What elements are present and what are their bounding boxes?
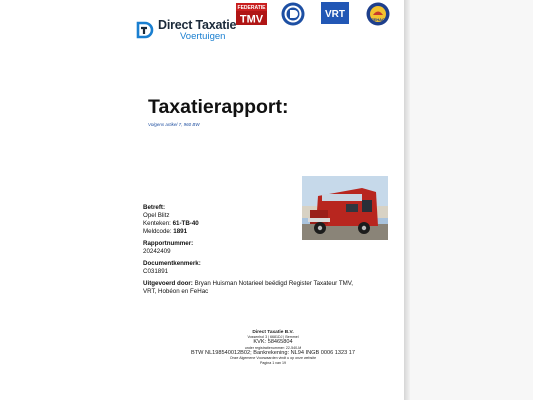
footer-page-number: Pagina 1 van 19 <box>260 361 286 366</box>
brand-name: Direct Taxatie <box>158 17 237 32</box>
document-title: Taxatierapport: <box>148 96 289 118</box>
report-details <box>143 204 363 300</box>
footer-address: Vossenhol 3 | 6681DJ | Bemmel <box>247 335 299 340</box>
kvk-value: 58465804 <box>267 339 293 346</box>
vrt-logo <box>321 2 349 24</box>
documentkenmerk-value: C031891 <box>143 268 169 275</box>
kenteken-value: 61-TB-40 <box>172 220 199 227</box>
footer-company: Direct Taxatie B.V. <box>252 330 294 335</box>
kenteken-row <box>143 220 363 228</box>
footer-terms: Onze Algemene Voorwaarden vindt u op onze website <box>229 356 317 361</box>
federatie-seal-logo <box>281 2 305 26</box>
meldcode-value: 1891 <box>173 228 188 235</box>
footer-registration: under registratienummer: 22-540-M <box>244 345 302 350</box>
rapportnummer-label: Rapportnummer: <box>143 240 194 247</box>
meldcode-row <box>143 228 363 236</box>
documentkenmerk-label: Documentkenmerk: <box>143 260 201 267</box>
fehac-logo <box>366 2 390 26</box>
document-footer <box>178 330 368 366</box>
btw-label: BTW <box>191 349 204 356</box>
kenteken-label: Kenteken: <box>143 220 171 227</box>
svg-text:FEDERATIE: FEDERATIE <box>237 5 266 11</box>
tmv-logo <box>236 3 267 25</box>
vehicle-name: Opel Blitz <box>143 212 170 219</box>
kvk-label: KVK: <box>253 339 267 346</box>
direct-taxatie-logo <box>136 18 236 42</box>
document-subtitle: Volgens artikel 7, 960 BW <box>148 122 200 127</box>
bank-value: NL94 INGB 0006 1323 17 <box>290 349 355 356</box>
btw-value: NL198540012B02; <box>205 349 252 356</box>
svg-text:VRT: VRT <box>325 9 345 20</box>
svg-text:TMV: TMV <box>239 13 264 25</box>
uitgevoerd-door-value: Bryan Huisman Notarieel beëdigd Register Taxateur TMV, VRT, Hobéon en FeHac <box>143 280 354 295</box>
brand-sub: Voertuigen <box>180 31 226 42</box>
rapportnummer-value: 20242409 <box>143 248 171 255</box>
meldcode-label: Meldcode: <box>143 228 172 235</box>
svg-text:FEHAC: FEHAC <box>371 17 385 22</box>
betreft-label: Betreft: <box>143 204 166 211</box>
uitgevoerd-door-label: Uitgevoerd door: <box>143 280 193 287</box>
viewer-background <box>410 0 533 400</box>
direct-taxatie-mark-icon <box>136 20 154 40</box>
bank-label: Bankrekening: <box>253 349 290 356</box>
